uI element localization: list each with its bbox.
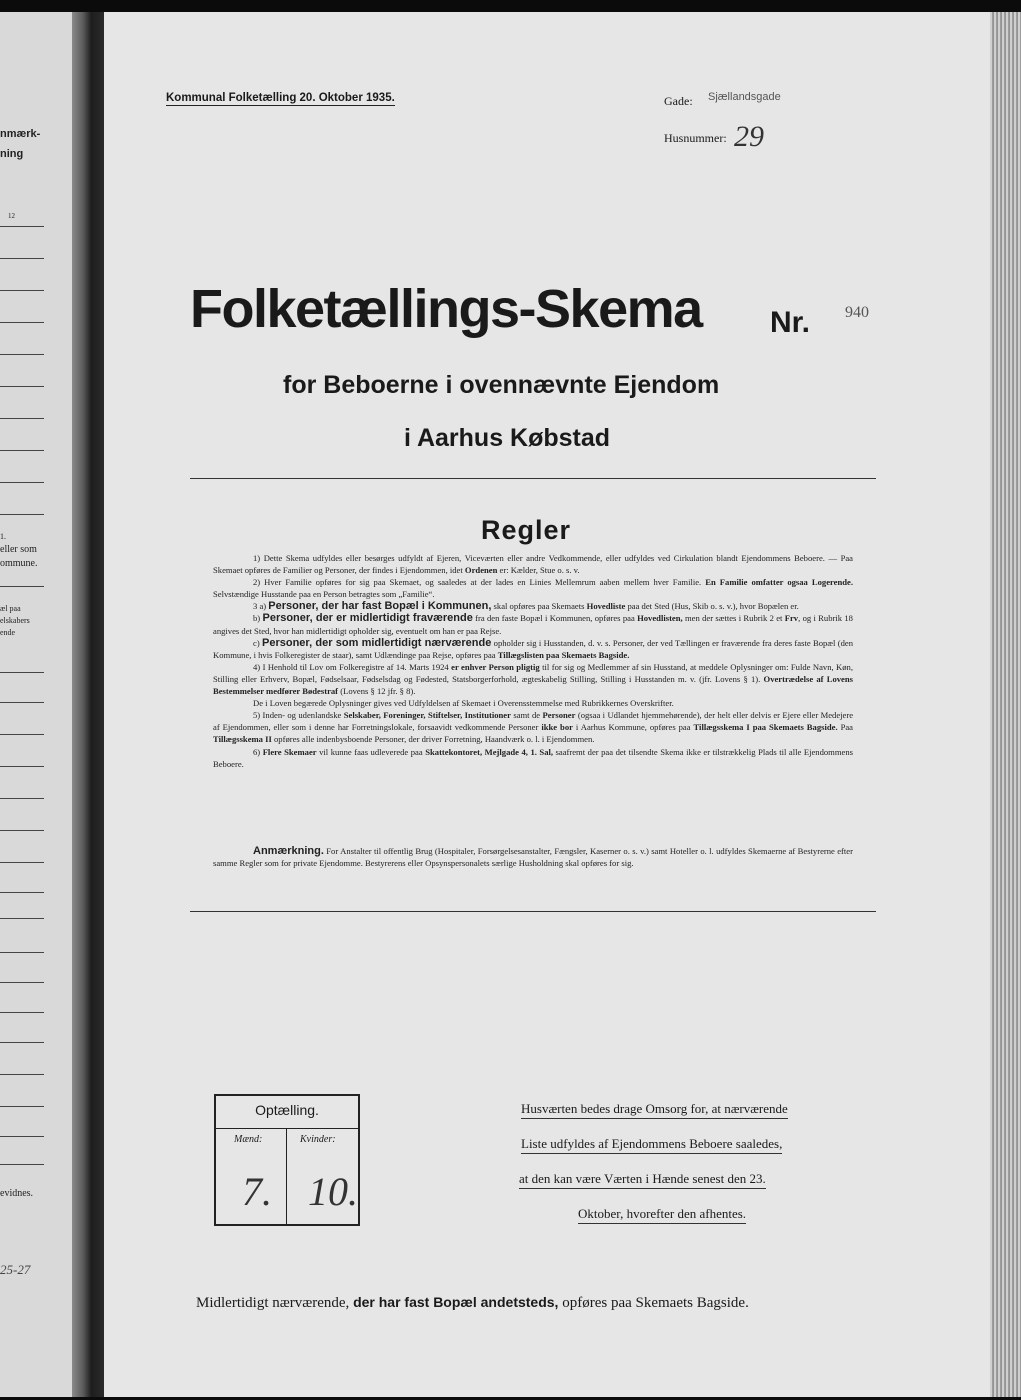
- left-page-rule: [0, 672, 44, 673]
- page-edges: [990, 12, 1021, 1397]
- left-page-rule: [0, 702, 44, 703]
- left-page-handwriting: 25-27: [0, 1262, 31, 1277]
- left-page-rule: [0, 1136, 44, 1137]
- rule-1: 1) Dette Skema udfyldes eller besørges udfyldt af Ejeren, Viceværten eller andre Vedkommende, eller udfyldes ved Cirkulation blandt Ejendommens Beboere. — Paa Skemaet opføres de Familier og Personer, der findes i Ejendommen, idet Ordenen er: Kælder, Stue o. s. v.: [213, 553, 853, 576]
- left-page-rule: [0, 862, 44, 863]
- left-page-rule: [0, 354, 44, 355]
- form-subtitle: for Beboerne i ovennævnte Ejendom: [283, 371, 720, 399]
- left-page-fragment: eller som: [0, 544, 37, 555]
- remark-paragraph: [213, 845, 853, 869]
- rule-2: 2) Hver Familie opføres for sig paa Skemaet, og saaledes at der lades en Linies Mellemrum aaben mellem hver Familie. En Familie omfatter ogsaa Logerende. Selvstændige Husstande paa en Person betragtes som „Familie“.: [213, 577, 854, 600]
- count-box-divider: [216, 1128, 358, 1129]
- left-page-rule: [0, 226, 44, 227]
- left-page-fragment: evidnes.: [0, 1188, 34, 1199]
- left-page-fragment: æl paa: [0, 604, 21, 613]
- men-count: 7.: [242, 1169, 272, 1214]
- remark-heading: Anmærkning.: [253, 845, 324, 857]
- divider: [190, 478, 876, 479]
- left-page-rule: [0, 482, 44, 483]
- landlord-note-line: Liste udfyldes af Ejendommens Beboere saaledes,: [521, 1136, 782, 1154]
- left-page-rule: [0, 290, 44, 291]
- rule-4b: De i Loven begærede Oplysninger gives ved Udfyldelsen af Skemaet i Overensstemmelse med Rubrikkernes Overskrifter.: [253, 698, 674, 709]
- landlord-note-line: at den kan være Værten i Hænde senest den 23.: [519, 1171, 766, 1189]
- left-page-rule: [0, 1074, 44, 1075]
- left-page-fragment: nmærk-: [0, 128, 41, 140]
- left-page-rule: [0, 918, 44, 919]
- left-page: [0, 12, 72, 1397]
- left-page-rule: [0, 892, 44, 893]
- census-title: Kommunal Folketælling 20. Oktober 1935.: [166, 92, 395, 104]
- house-number-value: 29: [734, 120, 764, 153]
- left-page-rule: [0, 1106, 44, 1107]
- left-page-rule: [0, 514, 44, 515]
- rules-heading: Regler: [481, 515, 572, 545]
- left-page-fragment: ning: [0, 148, 24, 160]
- left-page-rule: [0, 982, 44, 983]
- footer-instruction: Midlertidigt nærværende, der har fast Bopæl andetsteds, opføres paa Skemaets Bagside.: [196, 1294, 749, 1311]
- landlord-note-line: Husværten bedes drage Omsorg for, at nærværende: [521, 1101, 788, 1119]
- left-page-rule: [0, 386, 44, 387]
- left-page-fragment: elskabers: [0, 616, 30, 625]
- form-number-value: 940: [845, 304, 869, 321]
- left-page-rule: [0, 258, 44, 259]
- left-page-rule: [0, 1012, 44, 1013]
- left-page-rule: [0, 586, 44, 587]
- street-value: Sjællandsgade: [708, 91, 781, 103]
- left-page-fragment: ende: [0, 628, 16, 637]
- left-page-rule: [0, 322, 44, 323]
- landlord-note-line: Oktober, hvorefter den afhentes.: [578, 1206, 746, 1224]
- left-page-rule: [0, 734, 44, 735]
- left-page-fragment: 1.: [0, 532, 6, 541]
- divider: [190, 911, 876, 912]
- form-number-label: Nr.: [770, 306, 811, 339]
- book-gutter: [72, 12, 104, 1397]
- count-box-column-divider: [286, 1128, 287, 1224]
- left-page-rule: [0, 798, 44, 799]
- street-label: Gade:: [664, 94, 693, 108]
- remark-text: For Anstalter til offentlig Brug (Hospitaler, Forsørgelsesanstalter, Fængsler, Kaserner o. s. v.) samt Hoteller o. l. udfyldes Skemaerne af Bestyrerne efter samme Regler som for private Ejendomme. Bestyrerens eller Opsynspersonalets særlige Husholdning skal opføres for sig.: [213, 846, 853, 869]
- rule-5: 5) Inden- og udenlandske Selskaber, Foreninger, Stiftelser, Institutioner samt de Personer (ogsaa i Udlandet hjemmehørende), der helt eller delvis er Ejere eller Medejere af Ejendommen, eller som i denne har Forretningslokale, forsaavidt vedkommende Personer ikke bor i Aarhus Kommune, opføres paa Tillægsskema I paa Skemaets Bagside. Paa Tillægsskema II opføres alle indenbysboende Personer, der driver Forretning, Haandværk o. l. i Ejendommen.: [213, 710, 854, 745]
- rule-3b: b) Personer, der er midlertidigt fraværende fra den faste Bopæl i Kommunen, opføres paa Hovedlisten, men der sættes i Rubrik 2 et Frv, og i Rubrik 18 angives det Sted, hvor han midlertidigt opholder sig, eventuelt om han er paa Rejse.: [213, 612, 853, 636]
- men-label: Mænd:: [234, 1134, 263, 1145]
- women-label: Kvinder:: [300, 1134, 336, 1145]
- left-page-rule: [0, 450, 44, 451]
- left-page-rule: [0, 1042, 44, 1043]
- women-count: 10.: [308, 1169, 358, 1214]
- rule-3a: 3 a) Personer, der har fast Bopæl i Kommunen, skal opføres paa Skemaets Hovedliste paa det Sted (Hus, Skib o. s. v.), hvor Bopælen er.: [253, 600, 799, 613]
- left-page-column-number: 12: [8, 212, 15, 220]
- left-page-rule: [0, 766, 44, 767]
- form-title: Folketællings-Skema: [190, 279, 702, 339]
- left-page-rule: [0, 1164, 44, 1165]
- rules-text: [213, 552, 853, 770]
- rule-3c: c) Personer, der som midlertidigt nærværende opholder sig i Husstanden, d. v. s. Personer, der ved Tællingen er fraværende fra deres faste Bopæl (den Kommune, i hvis Folkeregister de staar), samt Udlændinge paa Rejse, opføres paa Tillægslisten paa Skemaets Bagside.: [213, 636, 853, 660]
- rule-4: 4) I Henhold til Lov om Folkeregistre af 14. Marts 1924 er enhver Person pligtig til for sig og Medlemmer af sin Husstand, at meddele Oplysninger om: Fulde Navn, Køn, Stilling eller Erhverv, Bopæl, Fødselsaar, Fødselsdag og Fødested, Statsborgerforhold, ægteskabelig Stilling, Stilling i Husstanden m. v. (jfr. Lovens § 1). Overtrædelse af Lovens Bestemmelser medfører Bødestraf (Lovens § 12 jfr. § 8).: [213, 661, 854, 697]
- form-subtitle-location: i Aarhus Købstad: [404, 424, 611, 452]
- house-number-label: Husnummer:: [664, 131, 727, 145]
- count-box-title: Optælling.: [255, 1102, 319, 1118]
- left-page-rule: [0, 952, 44, 953]
- left-page-fragment: ommune.: [0, 558, 38, 569]
- count-box: [214, 1094, 360, 1226]
- left-page-rule: [0, 418, 44, 419]
- rule-6: 6) Flere Skemaer vil kunne faas udleverede paa Skattekontoret, Mejlgade 4, 1. Sal, saafremt der paa det tilsendte Skema ikke er tilstrækkelig Plads til alle Ejendommens Beboere.: [213, 746, 853, 769]
- left-page-rule: [0, 830, 44, 831]
